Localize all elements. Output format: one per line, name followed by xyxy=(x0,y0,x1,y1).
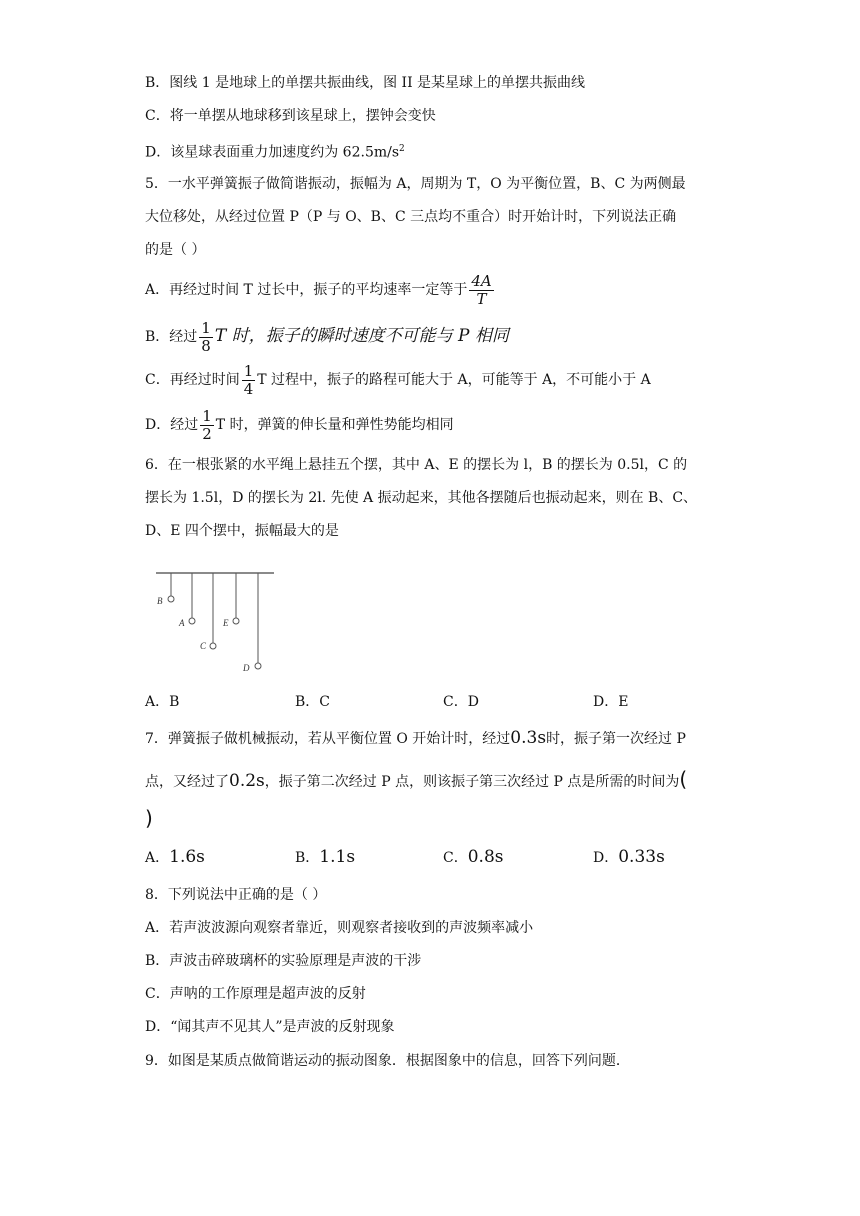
q5-option-c-prefix: C．再经过时间 xyxy=(145,372,240,388)
q6-stem-line1: 6．在一根张紧的水平绳上悬挂五个摆，其中 A、E 的摆长为 l，B 的摆长为 0.5l，C 的 xyxy=(145,457,688,473)
q5-option-d xyxy=(145,405,454,445)
pendulum-c-label: C xyxy=(200,641,207,651)
pendulum-b-bob xyxy=(168,596,174,602)
q4-option-d-sup: 2 xyxy=(399,144,405,154)
q5-option-a-text: A．再经过时间 T 过长中，振子的平均速率一定等于 xyxy=(145,282,468,298)
q5-stem-line2: 大位移处，从经过位置 P（P 与 O、B、C 三点均不重合）时开始计时，下列说法正确 xyxy=(145,209,677,225)
q7-option-d xyxy=(593,847,665,868)
q5-option-b-suffix: T 时，振子的瞬时速度不可能与 P 相同 xyxy=(214,326,509,346)
q7-option-a-label: A． xyxy=(145,850,170,866)
q5-option-d-prefix: D．经过 xyxy=(145,417,199,433)
pendulum-e-bob xyxy=(233,618,239,624)
q5-option-d-suffix: T 时，弹簧的伸长量和弹性势能均相同 xyxy=(215,417,454,433)
q7-stem-line3 xyxy=(145,806,153,833)
pendulum-diagram xyxy=(150,565,280,680)
q5-option-c-suffix: T 过程中，振子的路程可能大于 A，可能等于 A，不可能小于 A xyxy=(257,372,651,388)
q7-time-2: 0.2s xyxy=(229,771,265,791)
q5-option-a xyxy=(145,270,496,310)
pendulum-a-label: A xyxy=(179,618,185,628)
q5-option-a-fraction xyxy=(469,273,493,308)
q7-stem-line1 xyxy=(145,727,686,750)
q8-option-c: C．声呐的工作原理是超声波的反射 xyxy=(145,986,366,1002)
q5-option-b-numerator: 1 xyxy=(201,318,211,337)
q6-stem-line3: D、E 四个摆中，振幅最大的是 xyxy=(145,523,339,539)
q5-option-c-numerator: 1 xyxy=(243,361,254,380)
q7-option-b-value: 1.1s xyxy=(319,847,356,867)
q5-option-c xyxy=(145,360,651,400)
q7-option-d-value: 0.33s xyxy=(618,847,665,867)
q5-option-c-fraction xyxy=(242,363,256,398)
q7-option-a xyxy=(145,847,205,868)
q7-stem-text1: 7．弹簧振子做机械振动，若从平衡位置 O 开始计时，经过 xyxy=(145,731,511,747)
pendulum-b-label: B xyxy=(157,596,163,606)
q7-option-d-label: D． xyxy=(593,850,619,866)
q7-stem-text3: 点，又经过了 xyxy=(145,774,229,790)
pendulum-d-label: D xyxy=(243,663,250,673)
q5-option-b xyxy=(145,316,509,357)
q4-option-d xyxy=(145,139,405,163)
q5-option-b-prefix: B．经过 xyxy=(145,329,198,345)
q4-option-d-text: D．该星球表面重力加速度约为 62.5m/s xyxy=(145,144,400,161)
pendulum-d-bob xyxy=(255,663,261,669)
q5-option-a-denominator: T xyxy=(476,289,487,308)
q4-option-c: C．将一单摆从地球移到该星球上，摆钟会变快 xyxy=(145,108,436,124)
q5-option-d-denominator: 2 xyxy=(202,424,212,443)
q6-option-c: C．D xyxy=(443,694,479,710)
q5-stem-line1: 5．一水平弹簧振子做简谐振动，振幅为 A，周期为 T，O 为平衡位置，B、C 为两侧最 xyxy=(145,176,686,192)
q7-option-c xyxy=(443,847,503,868)
q8-option-b: B．声波击碎玻璃杯的实验原理是声波的干涉 xyxy=(145,953,422,969)
q5-option-a-numerator: 4A xyxy=(471,271,492,290)
q5-option-d-fraction xyxy=(200,408,214,443)
q4-option-b: B．图线 1 是地球上的单摆共振曲线，图 II 是某星球上的单摆共振曲线 xyxy=(145,75,586,91)
q7-close-paren: ) xyxy=(145,806,153,830)
q8-option-a: A．若声波波源向观察者靠近，则观察者接收到的声波频率减小 xyxy=(145,920,534,936)
q5-option-b-fraction xyxy=(199,320,213,355)
pendulum-a-bob xyxy=(189,618,195,624)
q6-option-a: A．B xyxy=(145,694,180,710)
q5-option-c-denominator: 4 xyxy=(243,379,254,398)
q5-option-b-denominator: 8 xyxy=(201,336,211,355)
q7-stem-text2: 时，振子第一次经过 P xyxy=(546,731,686,747)
pendulum-e-label: E xyxy=(223,618,229,628)
q5-option-d-numerator: 1 xyxy=(202,406,212,425)
q6-option-b: B．C xyxy=(295,694,330,710)
q7-option-c-value: 0.8s xyxy=(467,847,504,867)
q7-open-paren: ( xyxy=(679,767,688,791)
q5-stem-line3: 的是（ ） xyxy=(145,242,206,258)
q6-stem-line2: 摆长为 1.5l，D 的摆长为 2l. 先使 A 振动起来，其他各摆随后也振动起来，则在 B、C、 xyxy=(145,490,698,506)
q8-option-d: D．“闻其声不见其人”是声波的反射现象 xyxy=(145,1019,395,1035)
q6-option-d: D．E xyxy=(593,694,629,710)
q7-option-c-label: C． xyxy=(443,850,468,866)
q9-stem: 9．如图是某质点做简谐运动的振动图象．根据图象中的信息，回答下列问题． xyxy=(145,1053,630,1069)
q8-stem: 8．下列说法中正确的是（ ） xyxy=(145,887,327,903)
q7-option-b xyxy=(295,847,355,868)
q7-stem-line2 xyxy=(145,767,687,794)
pendulum-c-bob xyxy=(210,643,216,649)
q7-option-a-value: 1.6s xyxy=(169,847,205,867)
q7-stem-text4: ，振子第二次经过 P 点，则该振子第三次经过 P 点是所需的时间为 xyxy=(264,774,680,790)
q7-option-b-label: B． xyxy=(295,850,320,866)
q7-time-1: 0.3s xyxy=(510,728,547,748)
